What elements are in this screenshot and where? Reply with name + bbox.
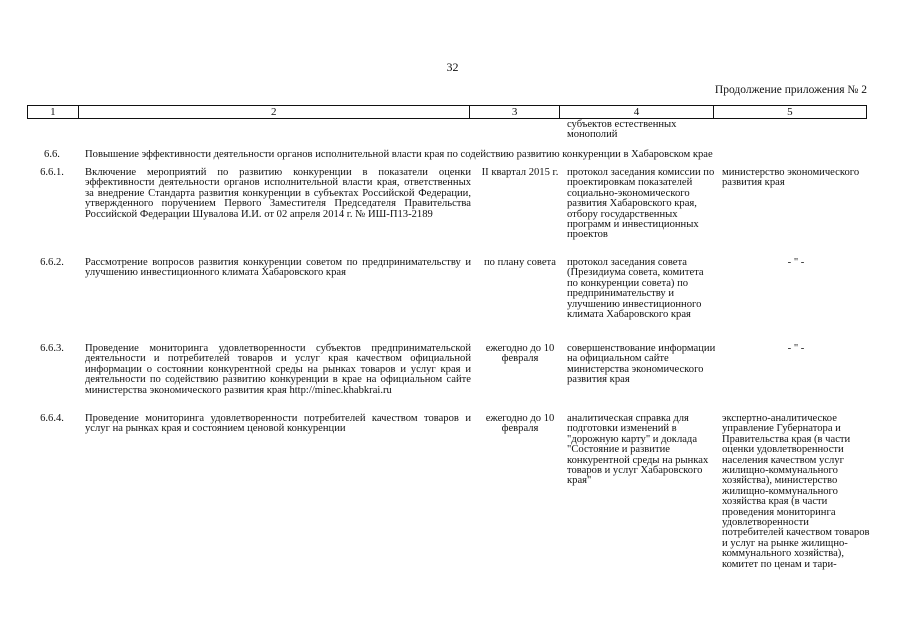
column-number-4: 4 [560, 106, 713, 119]
row-measure: Включение мероприятий по развитию конкуренции в показатели оценки эффективности деятельности органов исполнительной власти края, ответственных за внедрение Стандарта развития конкуренции в субъектах Российской Федерации, утвержденного поручением Первого Заместителя Председателя Правительства Российской Федерации Шувалова И.И. от 02 апреля 2014 г. № ИШ-П13-2189 [85, 167, 471, 220]
carryover-result: субъектов естественных монополий [567, 119, 677, 141]
column-number-5: 5 [713, 106, 866, 119]
column-number-2: 2 [78, 106, 469, 119]
column-number-3: 3 [469, 106, 560, 119]
row-executor: - " - [787, 343, 805, 354]
row-result: протокол заседания комиссии по проектировкам показателей социально-экономического развития Хабаровского края, отбору государственных программ и инвестиционных проектов [567, 167, 715, 241]
column-number-1: 1 [28, 106, 79, 119]
row-result: совершенствование информации на официальном сайте министерства экономического развития края [567, 343, 716, 386]
page-number: 32 [446, 60, 459, 74]
continuation-label: Продолжение приложения № 2 [714, 84, 867, 96]
table-row [27, 413, 870, 614]
row-term: ежегодно до 10 февраля [485, 413, 555, 435]
row-measure: Проведение мониторинга удовлетворенности субъектов предпринимательской деятельности и потребителей товаров и услуг края качеством официальной информации о состоянии конкурентной среды на рынках товаров и услуг края и деятельности по содействию развитию конкуренции в крае на официальном сайте министерства экономического развития края http://minec.khabkrai.ru [85, 343, 471, 396]
row-number: 6.6.1. [40, 167, 64, 178]
row-result: протокол заседания совета (Президиума совета, комитета по конкуренции совета) по предпринимательству и улучшению инвестиционного климата Хабаровского края [567, 257, 704, 321]
row-number: 6.6.2. [40, 257, 64, 268]
row-number: 6.6.3. [40, 343, 64, 354]
carryover-row [27, 120, 867, 144]
row-term: II квартал 2015 г. [481, 167, 559, 178]
row-result: аналитическая справка для подготовки изменений в "дорожную карту" и доклада "Состояние и развитие конкурентной среды на рынках товаров и услуг Хабаровского края" [567, 413, 709, 487]
table-row [27, 258, 867, 344]
row-number: 6.6.4. [40, 413, 64, 424]
row-executor: экспертно-аналитическое управление Губернатора и Правительства края (в части оценки удовлетворенности населения качеством услуг жилищно-коммунального хозяйства), министерство жилищно-коммунального хозяйства края (в части проведения мониторинга удовлетворенности потребителей качеством товаров и услуг на рынке жилищно-коммунального хозяйства), комитет по ценам и тари- [722, 413, 870, 570]
section-row [27, 150, 867, 168]
table-row [27, 168, 867, 258]
table-body [27, 119, 870, 614]
row-measure: Проведение мониторинга удовлетворенности потребителей качеством товаров и услуг на рынках края и состоянием ценовой конкуренции [85, 413, 471, 435]
row-term: ежегодно до 10 февраля [485, 343, 555, 365]
row-measure: Рассмотрение вопросов развития конкуренции советом по предпринимательству и улучшению инвестиционного климата Хабаровского края [85, 257, 471, 279]
section-number: 6.6. [44, 149, 60, 160]
row-executor: министерство экономического развития края [722, 167, 860, 189]
table-row [27, 344, 867, 414]
section-title: Повышение эффективности деятельности органов исполнительной власти края по содействию развитию конкуренции в Хабаровском крае [85, 149, 713, 160]
row-executor: - " - [787, 257, 805, 268]
column-number-header [27, 105, 867, 119]
row-term: по плану совета [484, 257, 556, 268]
